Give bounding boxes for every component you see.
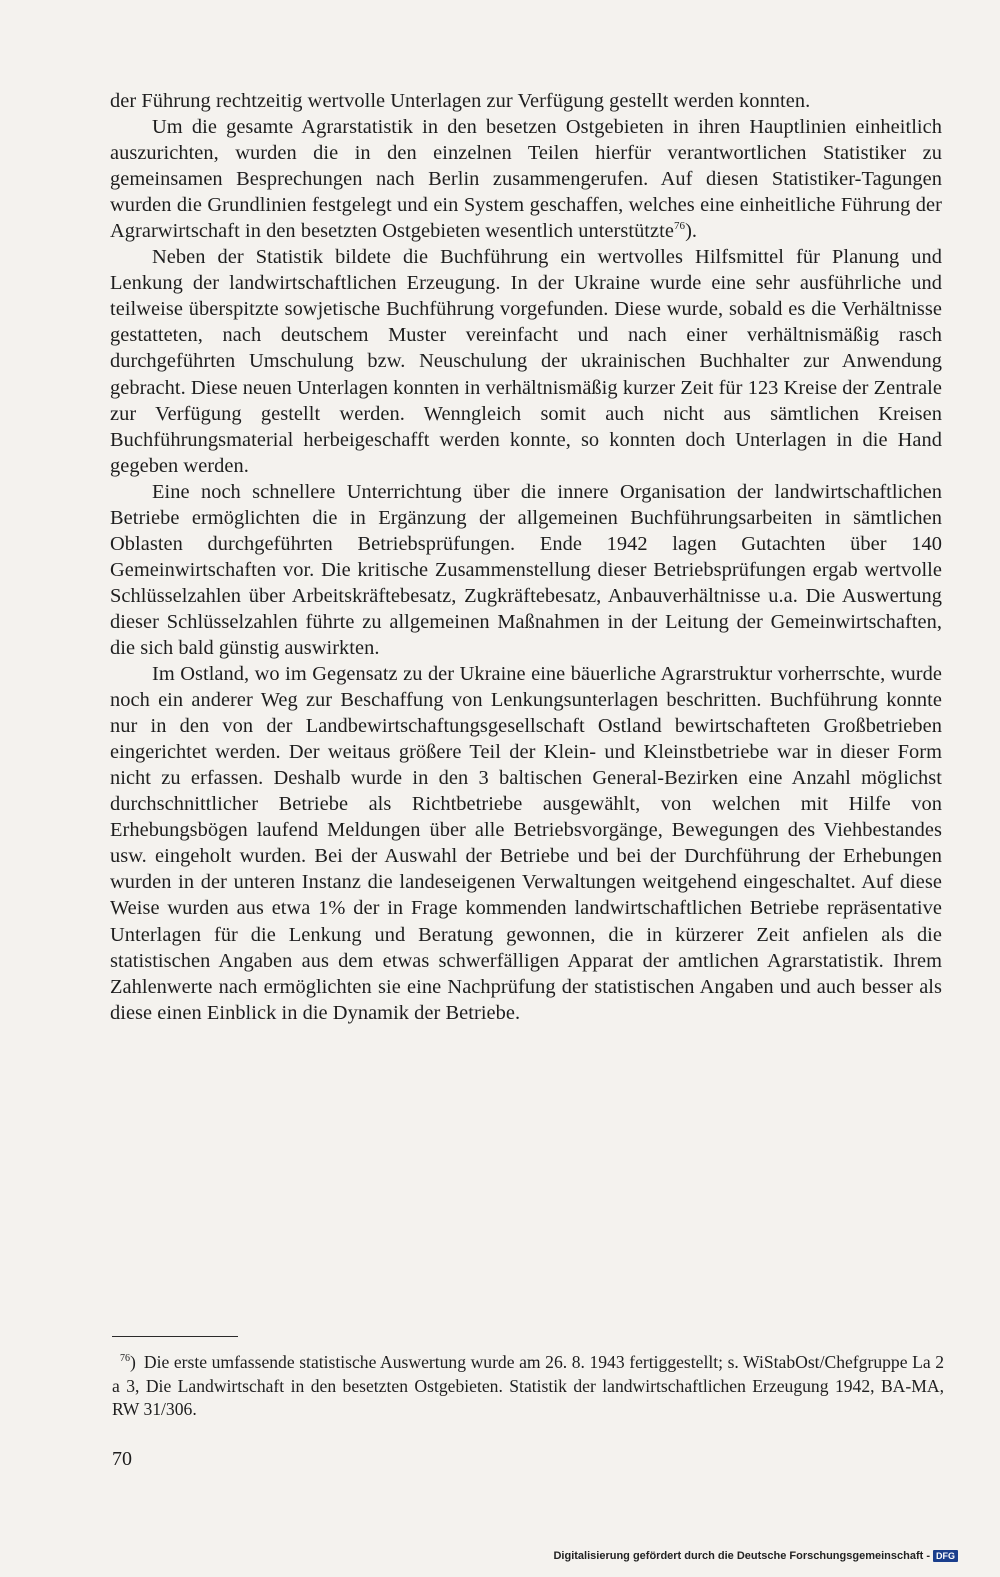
footnote-text: Die erste umfassende statistische Auswertung wurde am 26. 8. 1943 fertiggestellt; s. WiStabOst/Chefgruppe La 2 a 3, Die Landwirtschaft in den besetzten Ostgebieten. Statistik der landwirtschaftlichen Erzeugung 1942, BA-MA, RW 31/306. bbox=[112, 1352, 944, 1419]
paragraph-5: Im Ostland, wo im Gegensatz zu der Ukraine eine bäuerliche Agrarstruktur vorherrschte, wurde noch ein anderer Weg zur Beschaffung von Lenkungsunterlagen beschritten. Buchführung konnte nur in den von der Landbewirtschaftungsgesellschaft Ostland bewirtschafteten Großbetrieben eingerichtet werden. Der weitaus größere Teil der Klein- und Kleinstbetriebe war in dieser Form nicht zu erfassen. Deshalb wurde in den 3 baltischen General-Bezirken eine Anzahl möglichst durchschnittlicher Betriebe als Richtbetriebe ausgewählt, von welchen mit Hilfe von Erhebungsbögen laufend Meldungen über alle Betriebsvorgänge, Bewegungen des Viehbestandes usw. eingeholt wurden. Bei der Auswahl der Betriebe und bei der Durchführung der Erhebungen wurden in der unteren Instanz die landeseigenen Verwaltungen weitgehend eingeschaltet. Auf diese Weise wurden aus etwa 1% der in Frage kommenden landwirtschaftlichen Betriebe repräsentative Unterlagen für die Lenkung und Beratung gewonnen, die in kürzerer Zeit anfielen als die statistischen Angaben aus dem etwas schwerfälligen Apparat der amtlichen Agrarstatistik. Ihrem Zahlenwerte nach ermöglichten sie eine Nachprüfung der statistischen Angaben und auch besser als diese einen Einblick in die Dynamik der Betriebe. bbox=[110, 663, 942, 1024]
paragraph-1: der Führung rechtzeitig wertvolle Unterlagen zur Verfügung gestellt werden konnten. bbox=[110, 90, 811, 112]
paragraph-3: Neben der Statistik bildete die Buchführung ein wertvolles Hilfsmittel für Planung und Lenkung der landwirtschaftlichen Erzeugung. In der Ukraine wurde eine sehr ausführliche und teilweise überspitzte sowjetische Buchführung vorgefunden. Diese wurde, sobald es die Verhältnisse gestatteten, nach deutschem Muster vereinfacht und nach einer verhältnismäßig rasch durchgeführten Umschulung bzw. Neuschulung der ukrainischen Buchhalter zur Anwendung gebracht. Diese neuen Unterlagen konnten in verhältnismäßig kurzer Zeit für 123 Kreise der Zentrale zur Verfügung gestellt werden. Wenngleich somit auch nicht aus sämtlichen Kreisen Buchführungsmaterial herbeigeschafft werden konnte, so konnten doch Unterlagen in die Hand gegeben werden. bbox=[110, 246, 942, 477]
body-text bbox=[110, 88, 942, 1026]
digitization-note: Digitalisierung gefördert durch die Deutsche Forschungsgemeinschaft - bbox=[553, 1550, 930, 1562]
page-number: 70 bbox=[112, 1448, 132, 1470]
footnote bbox=[112, 1351, 944, 1422]
dfg-logo-icon: DFG bbox=[933, 1550, 958, 1562]
digitization-credit bbox=[553, 1550, 958, 1562]
paragraph-2: Um die gesamte Agrarstatistik in den besetzen Ostgebieten in ihren Hauptlinien einheitlich auszurichten, wurden die in den einzelnen Teilen hierfür verantwortlichen Statistiker zu gemeinsamen Besprechungen nach Berlin zusammengerufen. Auf diesen Statistiker-Tagungen wurden die Grundlinien festgelegt und ein System geschaffen, welches eine einheitliche Führung der Agrarwirtschaft in den besetzten Ostgebieten wesentlich unterstützte$^{76}$). bbox=[110, 116, 942, 243]
paragraph-4: Eine noch schnellere Unterrichtung über die innere Organisation der landwirtschaftlichen Betriebe ermöglichten die in Ergänzung der allgemeinen Buchführungsarbeiten in sämtlichen Oblasten durchgeführten Betriebsprüfungen. Ende 1942 lagen Gutachten über 140 Gemeinwirtschaften vor. Die kritische Zusammenstellung dieser Betriebsprüfungen ergab wertvolle Schlüsselzahlen über Arbeitskräftebesatz, Zugkräftebesatz, Anbauverhältnisse u.a. Die Auswertung dieser Schlüsselzahlen führte zu allgemeinen Maßnahmen in der Leitung der Gemeinwirtschaften, die sich bald günstig auswirkten. bbox=[110, 480, 942, 659]
footnote-divider bbox=[112, 1336, 238, 1337]
footnote-mark: $^{76}$) bbox=[120, 1352, 136, 1372]
footnote-reference[interactable]: 76 bbox=[673, 220, 686, 233]
